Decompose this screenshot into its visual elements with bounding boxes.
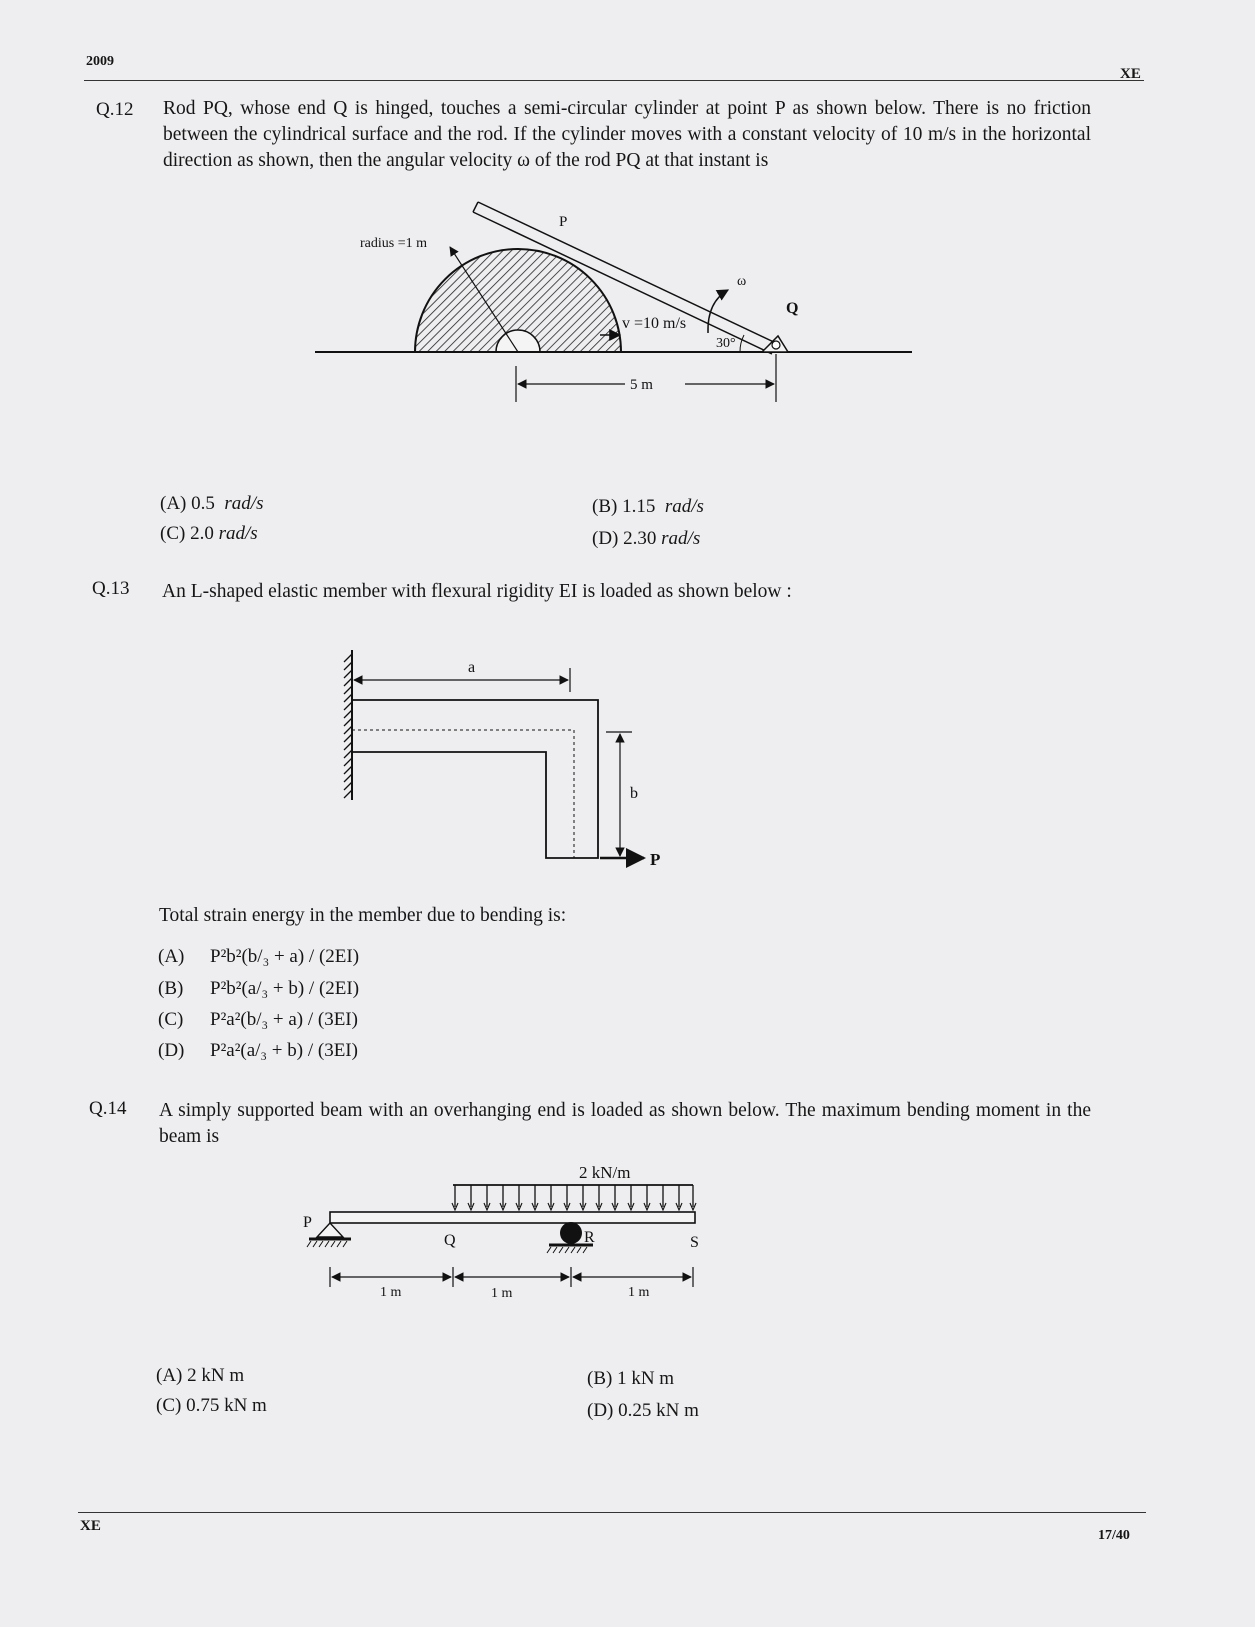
load-label: 2 kN/m [579, 1163, 631, 1182]
q12-option-a[interactable]: (A) 0.5 rad/s [160, 493, 264, 514]
span-dimensions [330, 1267, 693, 1287]
point-r-label: R [584, 1229, 595, 1246]
q14-text: A simply supported beam with an overhanging end is loaded as shown below. The maximum bending moment in the beam is [159, 1100, 1091, 1147]
radius-label: radius =1 m [360, 236, 427, 251]
q12-figure [300, 190, 940, 415]
q12-number: Q.12 [96, 99, 134, 120]
pin-support-p [307, 1223, 351, 1247]
dimension-a [354, 668, 570, 692]
q14-figure [295, 1155, 715, 1305]
q12-option-d[interactable]: (D) 2.30 rad/s [592, 528, 701, 549]
q12-option-b[interactable]: (B) 1.15 rad/s [592, 496, 704, 517]
span-2-label: 1 m [491, 1286, 513, 1301]
l-shaped-member [352, 700, 598, 858]
q14-number: Q.14 [89, 1098, 127, 1119]
q14-option-d[interactable]: (D) 0.25 kN m [587, 1400, 699, 1421]
q13-figure [330, 640, 690, 880]
q13-text: An L-shaped elastic member with flexural rigidity EI is loaded as shown below : [162, 581, 792, 602]
point-p-label: P [559, 214, 568, 230]
footer-paper-code: XE [80, 1518, 101, 1534]
q13-option-b[interactable]: (B) P²b²(a/₃ + b) / (2EI) [158, 978, 360, 999]
header-rule [84, 80, 1144, 81]
angle-label: 30° [716, 336, 736, 351]
page-number: 17/40 [1098, 1528, 1130, 1543]
paper-code: XE [1120, 66, 1141, 82]
point-p-label: P [303, 1214, 312, 1231]
distributed-load [452, 1185, 696, 1210]
q12-option-c[interactable]: (C) 2.0 rad/s [160, 523, 258, 544]
distance-label: 5 m [630, 377, 653, 393]
angle-arc [740, 335, 744, 352]
dimension-b [606, 732, 632, 856]
point-q-label: Q [786, 300, 799, 317]
q13-option-c[interactable]: (C) P²a²(b/₃ + a) / (3EI) [158, 1009, 358, 1030]
q14-option-c[interactable]: (C) 0.75 kN m [156, 1395, 267, 1416]
dim-b-label: b [630, 785, 638, 802]
semicircular-cylinder [415, 249, 621, 352]
exam-year: 2009 [86, 54, 114, 69]
point-s-label: S [690, 1234, 699, 1251]
span-1-label: 1 m [380, 1285, 402, 1300]
q13-number: Q.13 [92, 578, 130, 599]
fixed-wall [344, 650, 352, 800]
q14-option-b[interactable]: (B) 1 kN m [587, 1368, 675, 1389]
velocity-label: v =10 m/s [622, 315, 687, 332]
q12-text: Rod PQ, whose end Q is hinged, touches a semi-circular cylinder at point P as shown below. There is no friction between the cylindrical surface and the rod. If the cylinder moves with a constant velocity of 10 m/s in the horizontal direction as shown, then the angular velocity ω of the rod PQ at that instant is [163, 98, 1091, 171]
omega-arrow [708, 290, 728, 333]
q14-option-a[interactable]: (A) 2 kN m [156, 1365, 245, 1386]
q13-option-a[interactable]: (A) P²b²(b/₃ + a) / (2EI) [158, 946, 360, 967]
span-3-label: 1 m [628, 1285, 650, 1300]
omega-label: ω [737, 274, 747, 289]
load-p-label: P [650, 850, 661, 869]
q13-subtext: Total strain energy in the member due to bending is: [159, 905, 567, 926]
footer-rule [78, 1512, 1146, 1513]
point-q-label: Q [444, 1232, 456, 1249]
beam [330, 1212, 695, 1223]
q13-option-d[interactable]: (D) P²a²(a/₃ + b) / (3EI) [158, 1040, 358, 1061]
dim-a-label: a [468, 659, 476, 676]
